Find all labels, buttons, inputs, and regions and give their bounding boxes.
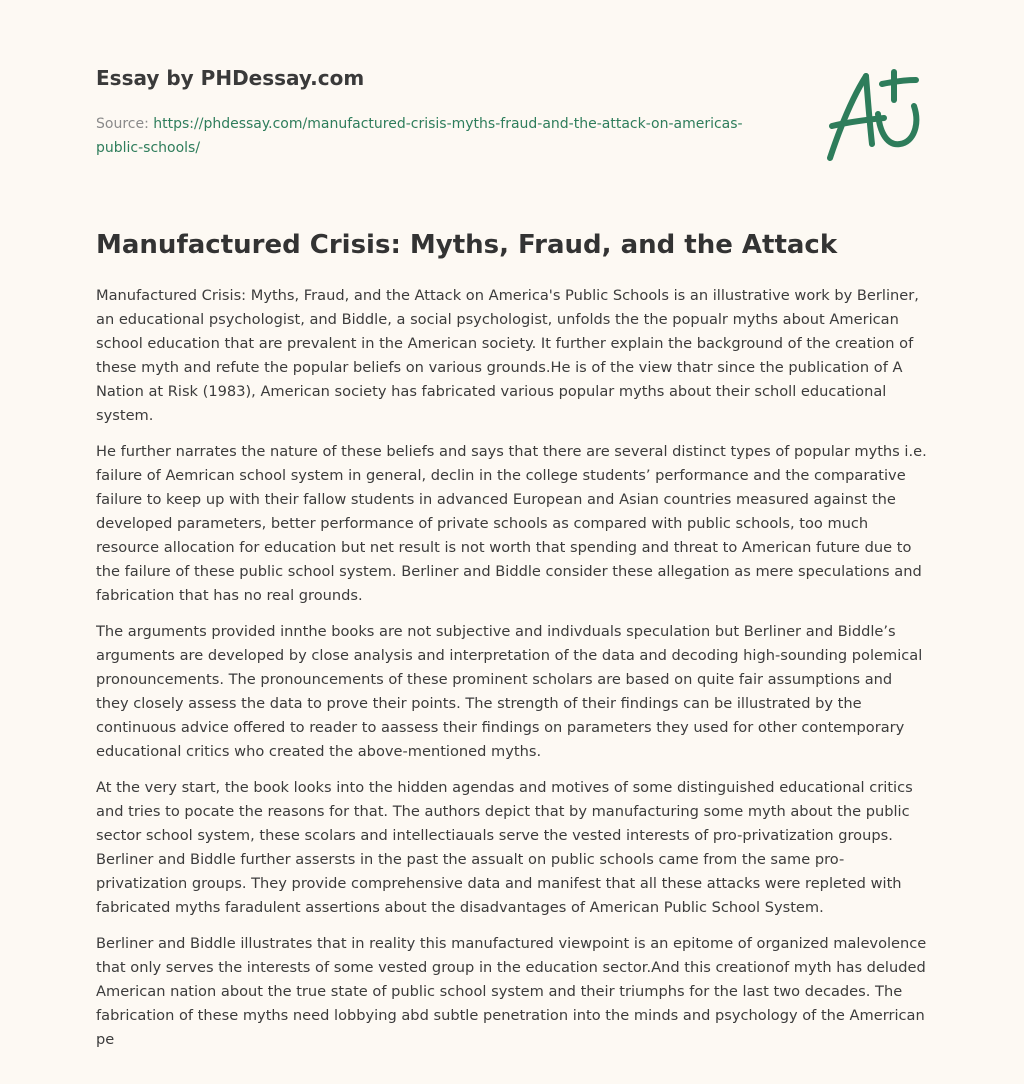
essay-paragraph: Berliner and Biddle illustrates that in reality this manufactured viewpoint is an epitome of organized malevolence that only serves the interests of some vested group in the education sector.And this creationof myth has deluded American nation about the true state of public school system and their triumphs for the last two decades. The fabrication of these myths need lobbying abd subtle penetration into the minds and psychology of the Amerrican pe	[96, 935, 927, 1048]
essay-paragraph: He further narrates the nature of these beliefs and says that there are several distinct types of popular myths i.e. failure of Aemrican school system in general, declin in the college students’ performance and the comparative failure to keep up with their fallow students in advanced European and Asian countries measured against the developed parameters, better performance of private schools as compared with public schools, too much resource allocation for education but net result is not worth that spending and threat to American future due to the failure of these public school system. Berliner and Biddle consider these allegation as mere speculations and fabrication that has no real grounds.	[96, 443, 927, 604]
source-link[interactable]: https://phdessay.com/manufactured-crisis-myths-fraud-and-the-attack-on-americas-public-schools/	[96, 116, 743, 156]
page-header	[96, 64, 756, 160]
source-label: Source:	[96, 116, 149, 132]
essay-body	[96, 284, 928, 1074]
site-title: Essay by PHDessay.com	[96, 66, 365, 90]
essay-paragraph: The arguments provided innthe books are not subjective and indivduals speculation but Berliner and Biddle’s arguments are developed by close analysis and interpretation of the data and decoding high-sounding polemical pronouncements. The pronouncements of these prominent scholars are based on quite fair assumptions and they closely assess the data to prove their points. The strength of their findings can be illustrated by the continuous advice offered to reader to aassess their findings on parameters they used for other contemporary educational critics who created the above-mentioned myths.	[96, 623, 923, 760]
a-plus-logo-icon	[822, 66, 932, 166]
essay-paragraph: Manufactured Crisis: Myths, Fraud, and the Attack on America's Public Schools is an illustrative work by Berliner, an educational psychologist, and Biddle, a social psychologist, unfolds the the popualr myths about American school education that are prevalent in the American society. It further explain the background of the creation of these myth and refute the popular beliefs on various grounds.He is of the view thatr since the publication of A Nation at Risk (1983), American society has fabricated various popular myths about their scholl educational system.	[96, 287, 919, 424]
essay-paragraph: At the very start, the book looks into the hidden agendas and motives of some distinguished educational critics and tries to pocate the reasons for that. The authors depict that by manufacturing some myth about the public sector school system, these scolars and intellectiauals serve the vested interests of pro-privatization groups. Berliner and Biddle further assersts in the past the assualt on public schools came from the same pro-privatization groups. They provide comprehensive data and manifest that all these attacks were repleted with fabricated myths faradulent assertions about the disadvantages of American Public School System.	[96, 779, 913, 916]
essay-title: Manufactured Crisis: Myths, Fraud, and the Attack	[96, 230, 838, 260]
source-line	[96, 112, 756, 160]
